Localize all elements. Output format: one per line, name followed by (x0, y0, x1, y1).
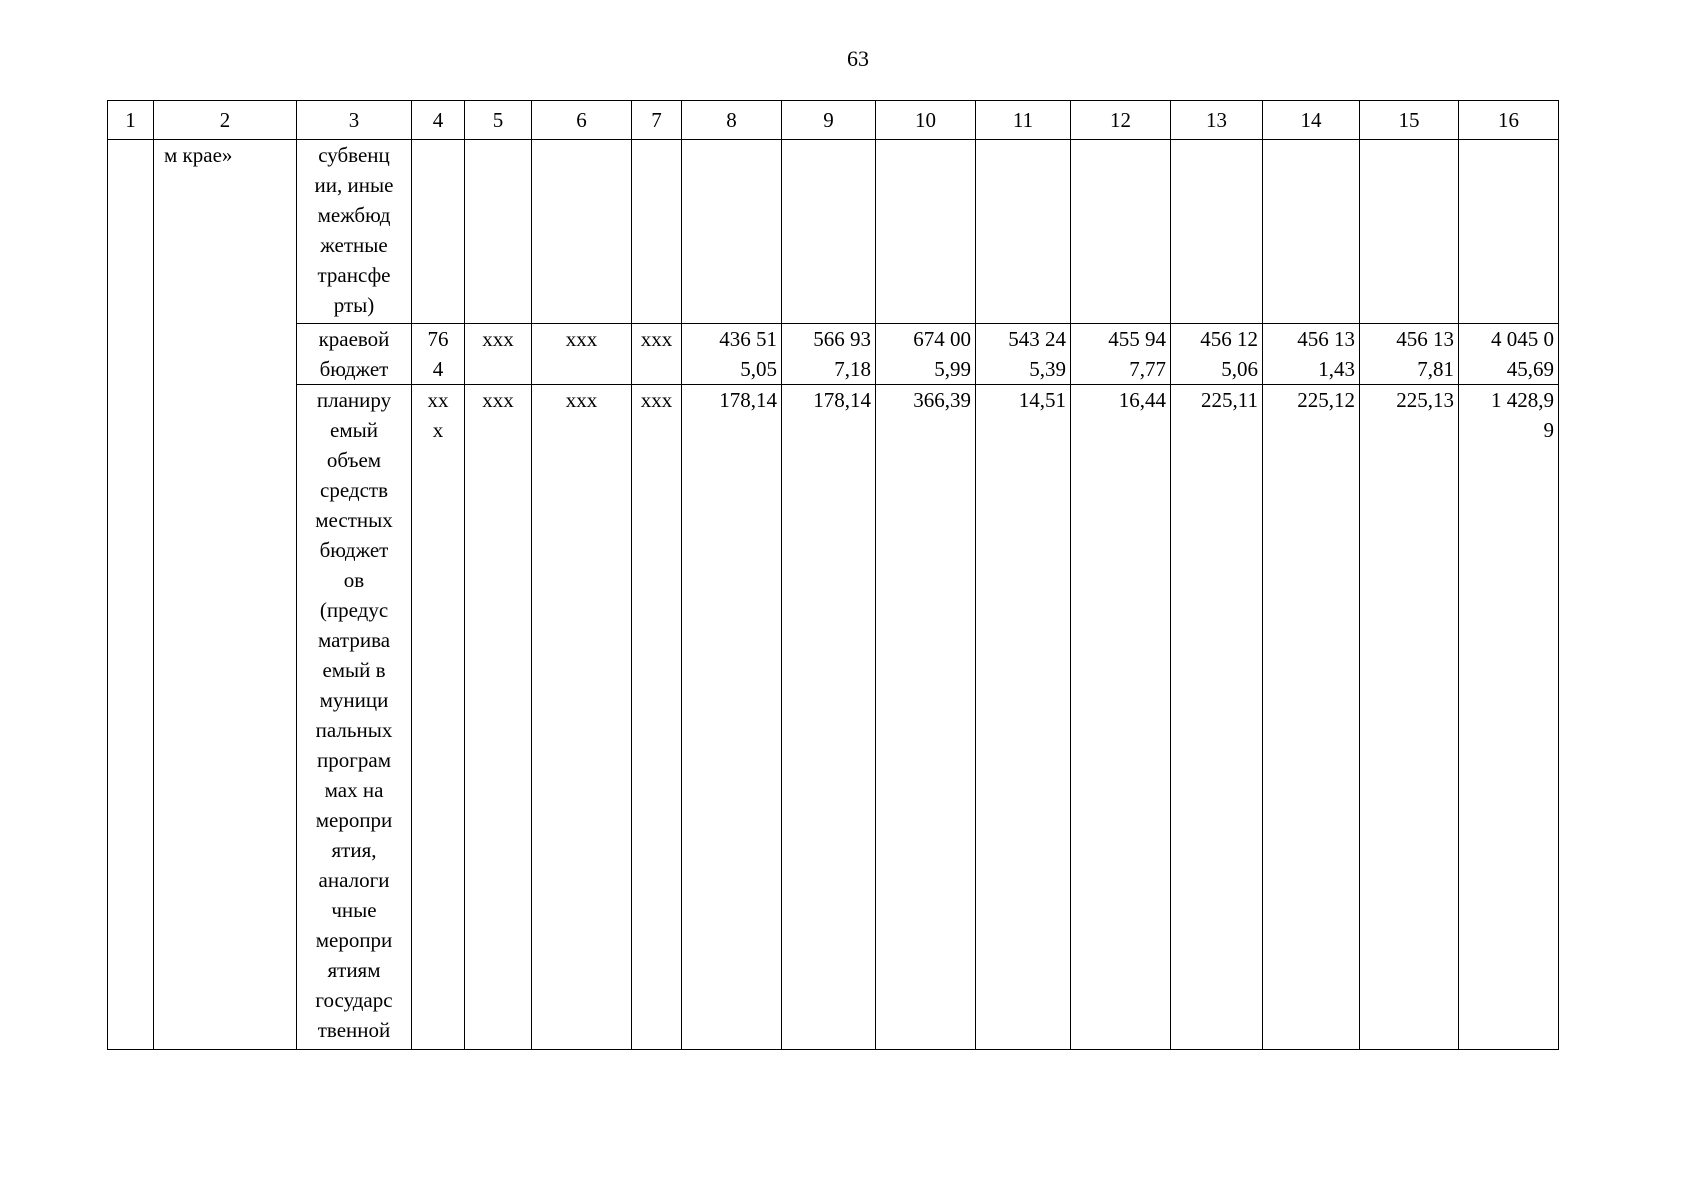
table-row-regional-budget (108, 324, 1559, 385)
empty-cell (976, 140, 1071, 324)
amount-cell: 456 13 7,81 (1360, 324, 1459, 385)
header-row (108, 101, 1559, 140)
amount-cell: 566 93 7,18 (782, 324, 876, 385)
header-cell: 15 (1360, 101, 1459, 140)
code-cell: ххх (465, 324, 532, 385)
header-cell: 7 (632, 101, 682, 140)
amount-cell: 16,44 (1071, 385, 1171, 1050)
header-cell: 2 (154, 101, 297, 140)
header-cell: 6 (532, 101, 632, 140)
total-amount-cell: 4 045 0 45,69 (1459, 324, 1559, 385)
header-cell: 1 (108, 101, 154, 140)
empty-cell (532, 140, 632, 324)
amount-cell: 225,12 (1263, 385, 1360, 1050)
header-cell: 13 (1171, 101, 1263, 140)
amount-cell: 456 12 5,06 (1171, 324, 1263, 385)
amount-cell: 14,51 (976, 385, 1071, 1050)
empty-cell (1360, 140, 1459, 324)
empty-cell (782, 140, 876, 324)
empty-cell (465, 140, 532, 324)
amount-cell: 456 13 1,43 (1263, 324, 1360, 385)
code-cell: ххх (632, 324, 682, 385)
header-cell: 16 (1459, 101, 1559, 140)
row-number-cell (108, 140, 154, 1050)
header-cell: 4 (412, 101, 465, 140)
amount-cell: 225,13 (1360, 385, 1459, 1050)
funding-source-cell: субвенц ии, иные межбюд жетные трансфе рты) (297, 140, 412, 324)
amount-cell: 543 24 5,39 (976, 324, 1071, 385)
code-cell: хх х (412, 385, 465, 1050)
code-cell: ххх (532, 324, 632, 385)
total-amount-cell: 1 428,9 9 (1459, 385, 1559, 1050)
empty-cell (412, 140, 465, 324)
header-cell: 10 (876, 101, 976, 140)
amount-cell: 674 00 5,99 (876, 324, 976, 385)
amount-cell: 455 94 7,77 (1071, 324, 1171, 385)
empty-cell (682, 140, 782, 324)
funding-source-cell: планиру емый объем средств местных бюджет ов (предус матрива емый в муници пальных програм мах на меропри ятия, аналоги чные меропри ятиям государс твенной (297, 385, 412, 1050)
amount-cell: 366,39 (876, 385, 976, 1050)
budget-table (107, 100, 1559, 1050)
table-row-local-budgets (108, 385, 1559, 1050)
code-cell: 76 4 (412, 324, 465, 385)
empty-cell (1071, 140, 1171, 324)
empty-cell (1459, 140, 1559, 324)
amount-cell: 178,14 (682, 385, 782, 1050)
header-cell: 5 (465, 101, 532, 140)
header-cell: 14 (1263, 101, 1360, 140)
empty-cell (1263, 140, 1360, 324)
program-name-cell: м крае» (154, 140, 297, 1050)
code-cell: ххх (465, 385, 532, 1050)
code-cell: ххх (632, 385, 682, 1050)
funding-source-cell: краевой бюджет (297, 324, 412, 385)
empty-cell (876, 140, 976, 324)
code-cell: ххх (532, 385, 632, 1050)
page-number: 63 (847, 46, 869, 71)
amount-cell: 225,11 (1171, 385, 1263, 1050)
header-cell: 9 (782, 101, 876, 140)
amount-cell: 436 51 5,05 (682, 324, 782, 385)
header-cell: 12 (1071, 101, 1171, 140)
empty-cell (1171, 140, 1263, 324)
header-cell: 3 (297, 101, 412, 140)
amount-cell: 178,14 (782, 385, 876, 1050)
table-row-transfers (108, 140, 1559, 324)
header-cell: 8 (682, 101, 782, 140)
header-cell: 11 (976, 101, 1071, 140)
empty-cell (632, 140, 682, 324)
